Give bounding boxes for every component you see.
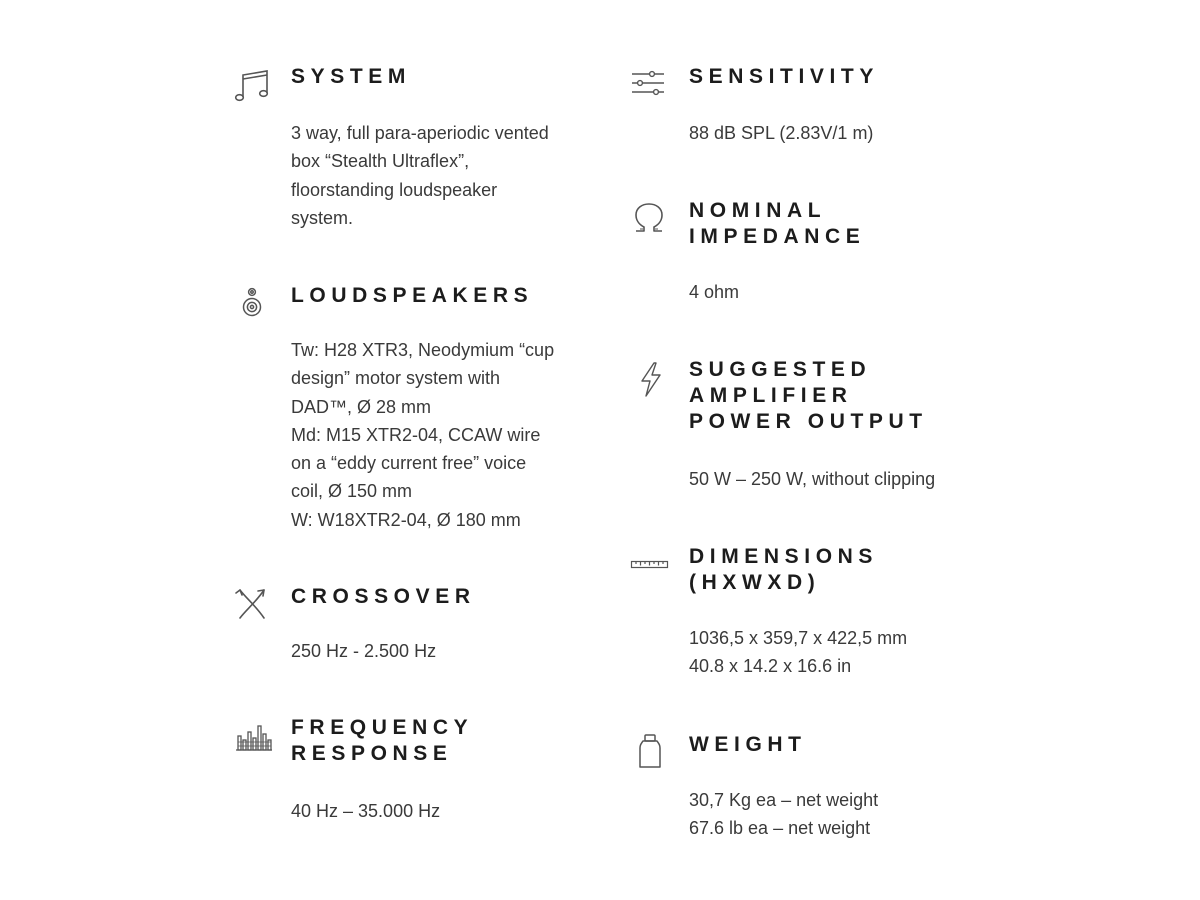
- speaker-icon: [232, 282, 272, 322]
- spec-title: SENSITIVITY: [689, 65, 879, 88]
- weight-icon: [630, 732, 670, 772]
- spec-title: NOMINAL IMPEDANCE: [689, 199, 866, 248]
- spec-value: 30,7 Kg ea – net weight 67.6 lb ea – net weight: [689, 790, 879, 839]
- spec-value: 1036,5 x 359,7 x 422,5 mm 40.8 x 14.2 x 16.6 in: [689, 628, 908, 677]
- lightning-icon: [632, 360, 672, 400]
- spec-title: DIMENSIONS (HXWXD): [689, 545, 879, 594]
- spec-title: CROSSOVER: [291, 585, 476, 608]
- equalizer-bars-icon: [234, 718, 274, 758]
- spec-value: 50 W – 250 W, without clipping: [689, 469, 936, 489]
- sliders-icon: [630, 64, 670, 104]
- spec-title: SUGGESTED AMPLIFIER POWER OUTPUT: [689, 358, 928, 433]
- crossover-icon: [232, 584, 272, 624]
- spec-value: 40 Hz – 35.000 Hz: [291, 801, 441, 821]
- spec-title: FREQUENCY RESPONSE: [291, 716, 474, 765]
- music-note-icon: [232, 66, 272, 106]
- spec-value: 88 dB SPL (2.83V/1 m): [689, 123, 874, 143]
- spec-title: WEIGHT: [689, 733, 807, 756]
- spec-value: Tw: H28 XTR3, Neodymium “cup design” motor system with DAD™, Ø 28 mm Md: M15 XTR2-04, CCAW wire on a “eddy current free” voice coil, Ø 150 mm W: W18XTR2-04, Ø 180 mm: [291, 340, 555, 530]
- spec-value: 3 way, full para-aperiodic vented box “Stealth Ultraflex”, floorstanding loudspeaker system.: [291, 123, 549, 228]
- spec-value: 4 ohm: [689, 282, 740, 302]
- spec-value: 250 Hz - 2.500 Hz: [291, 641, 437, 661]
- spec-title: SYSTEM: [291, 65, 411, 88]
- omega-icon: [630, 200, 670, 240]
- ruler-icon: [630, 546, 670, 586]
- spec-title: LOUDSPEAKERS: [291, 284, 534, 307]
